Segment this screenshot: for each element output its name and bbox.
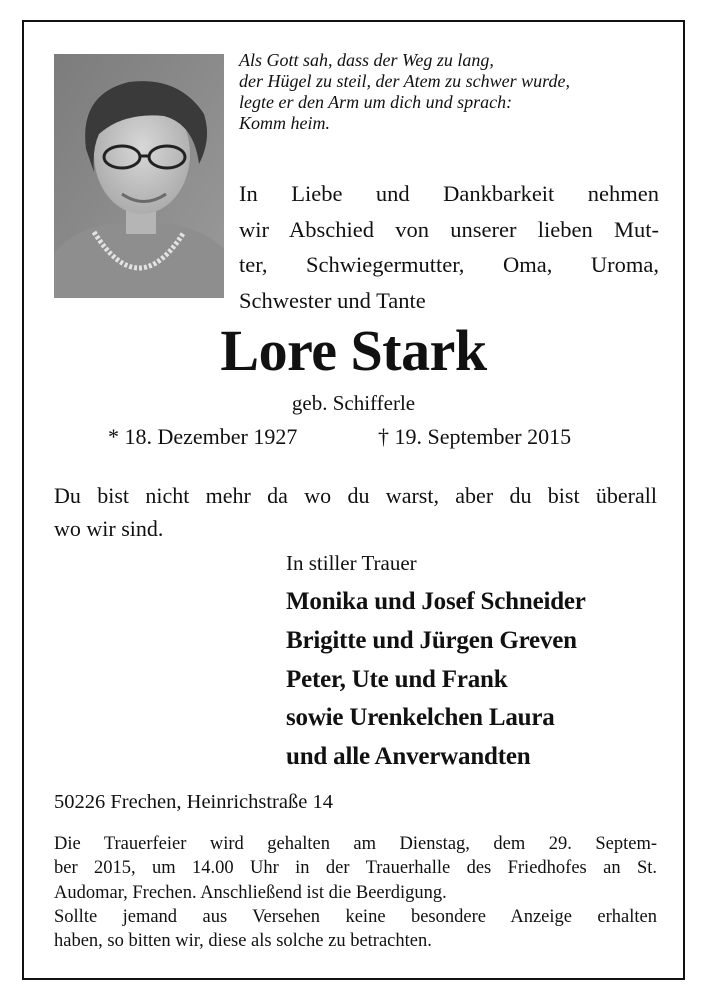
poem-line: Komm heim.	[239, 113, 330, 133]
portrait-image	[54, 54, 224, 298]
death-date: † 19. September 2015	[378, 424, 572, 449]
farewell-text	[239, 176, 659, 318]
mourner-line: Monika und Josef Schneider	[286, 588, 586, 615]
farewell-line: wir Abschied von unserer lieben Mut-	[239, 216, 659, 242]
funeral-notice	[54, 832, 657, 953]
quote-line: Du bist nicht mehr da wo du warst, aber du bist überall	[54, 483, 657, 508]
birth-date: * 18. Dezember 1927	[108, 424, 298, 449]
mourner-line: Peter, Ute und Frank	[286, 665, 508, 693]
quote	[54, 479, 657, 545]
notice-line: Audomar, Frechen. Anschließend ist die Beerdigung.	[54, 882, 447, 903]
mourner-line: und alle Anverwandten	[286, 743, 531, 771]
farewell-line: ter, Schwiegermutter, Oma, Uroma,	[239, 252, 659, 277]
poem	[239, 50, 669, 134]
notice-line: Sollte jemand aus Versehen keine besondere Anzeige erhalten	[54, 906, 657, 927]
quote-line: wo wir sind.	[54, 516, 164, 541]
mourning-intro: In stiller Trauer	[286, 551, 417, 575]
poem-line: legte er den Arm um dich und sprach:	[239, 92, 513, 112]
birth-name: geb. Schifferle	[291, 391, 416, 415]
farewell-line: In Liebe und Dankbarkeit nehmen	[239, 181, 659, 206]
address: 50226 Frechen, Heinrichstraße 14	[54, 791, 333, 813]
mourners-list	[286, 583, 586, 777]
deceased-name: Lore Stark	[220, 318, 487, 383]
portrait-photo	[54, 54, 224, 298]
poem-line: der Hügel zu steil, der Atem zu schwer wurde,	[239, 71, 570, 91]
farewell-line: Schwester und Tante	[239, 287, 426, 313]
notice-line: haben, so bitten wir, diese als solche zu betrachten.	[54, 931, 432, 952]
notice-line: ber 2015, um 14.00 Uhr in der Trauerhalle des Friedhofes an St.	[54, 858, 657, 879]
poem-line: Als Gott sah, dass der Weg zu lang,	[239, 50, 494, 70]
mourner-line: Brigitte und Jürgen Greven	[286, 626, 577, 654]
mourner-line: sowie Urenkelchen Laura	[286, 704, 555, 732]
notice-line: Die Trauerfeier wird gehalten am Dienstag, dem 29. Septem-	[54, 834, 657, 854]
